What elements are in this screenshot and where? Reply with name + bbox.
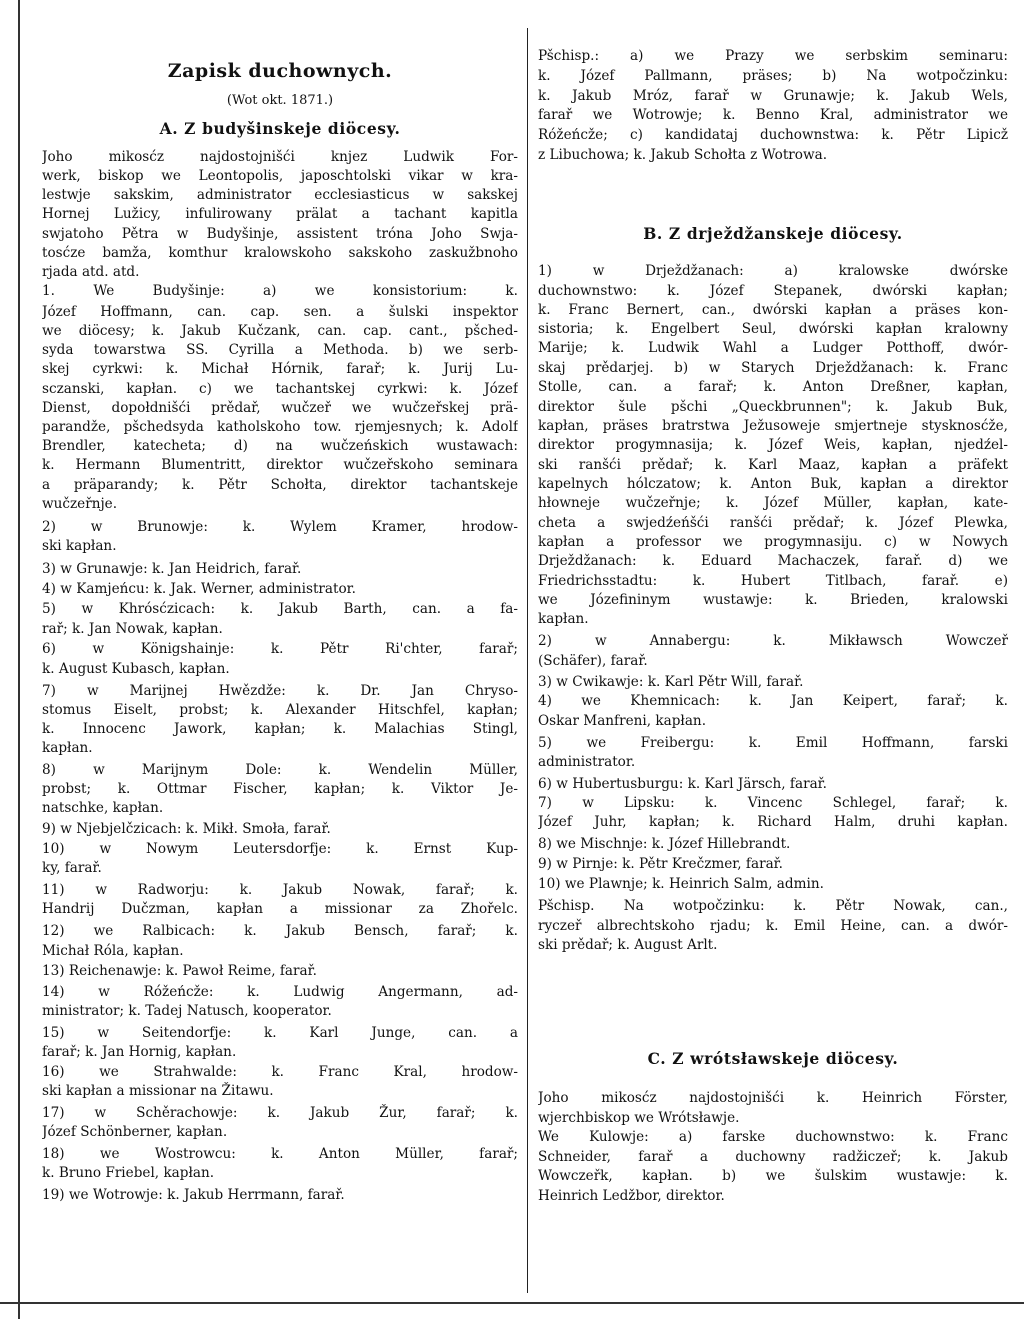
text-line: k. Hermann Blumentritt, direktor wučzeřskoho seminara [42, 457, 518, 473]
text-line: k. Jakub Mróz, farař w Grunawje; k. Jakub Wels, [538, 88, 1008, 104]
text-line: k. Józef Pallmann, präses; b) Na wotpočzinku: [538, 68, 1008, 84]
page-title: Zapisk duchownych. [167, 60, 393, 82]
text-line: ski ranšći prědař; k. Karl Maaz, kapłan a präfekt [538, 457, 1008, 473]
text-line: ski kapłan. [42, 538, 117, 554]
text-line: direktor progymnasija; k. Józef Weis, kapłan, njedźel- [538, 437, 1008, 453]
text-line: (Schäfer), farař. [538, 653, 648, 669]
text-line: Józef Juhr, kapłan; k. Richard Halm, druhi kapłan. [538, 814, 1008, 830]
text-line: ski kapłan a missionar na Žitawu. [42, 1083, 274, 1099]
text-line: ky, farař. [42, 860, 102, 876]
text-line: Michał Róla, kapłan. [42, 943, 184, 959]
text-line: wučzeřnje. [42, 496, 118, 512]
text-line: Dienst, dopołdnišći prědař, wučzeř we wučzeřskej prä- [42, 400, 518, 416]
text-line: Oskar Manfreni, kapłan. [538, 713, 707, 729]
text-line: 15) w Seitendorfje: k. Karl Junge, can. a [42, 1025, 518, 1041]
text-line: 8) we Mischnje: k. Józef Hillebrandt. [538, 836, 791, 852]
text-line: 6) w Hubertusburgu: k. Karl Järsch, farař. [538, 776, 827, 792]
text-line: parandže, pšchedsyda katholskoho tow. rjemjesnych; k. Adolf [42, 419, 518, 435]
text-line: syda towarstwa SS. Cyrilla a Methoda. b) we serb- [42, 342, 518, 358]
text-line: hłowneje wučzeřnje; k. Józef Müller, kapłan, kate- [538, 495, 1008, 511]
text-line: 11) w Radworju: k. Jakub Nowak, farař; k. [42, 882, 518, 898]
section-heading: A. Z budyšinskeje diöcesy. [159, 119, 401, 138]
text-line: Drježdžanach: k. Eduard Machaczek, farař. d) we [538, 553, 1008, 569]
text-line: 9) w Njebjelčzicach: k. Mikł. Smoła, farař. [42, 821, 331, 837]
page-subtitle: (Wot okt. 1871.) [226, 93, 334, 108]
text-line: 9) w Pirnje: k. Pětr Krečzmer, farař. [538, 856, 783, 872]
text-line: 5) we Freibergu: k. Emil Hoffmann, farski [538, 735, 1008, 751]
text-line: Brendler, katecheta; d) na wučzeńskich wustawach: [42, 438, 518, 454]
text-line: 7) w Marijnej Hwězdže: k. Dr. Jan Chryso- [42, 683, 518, 699]
text-line: 4) w Kamjeńcu: k. Jak. Werner, administrator. [42, 581, 356, 597]
text-line: kapelnych hólczatow; k. Anton Buk, kapłan a direktor [538, 476, 1008, 492]
text-line: Wowczeřk, kapłan. b) we šulskim wustawje: k. [538, 1168, 1008, 1184]
text-line: 8) w Marijnym Dole: k. Wendelin Müller, [42, 762, 518, 778]
text-line: We Kulowje: a) farske duchownstwo: k. Franc [538, 1129, 1008, 1145]
text-line: k. Bruno Friebel, kapłan. [42, 1165, 215, 1181]
text-line: 10) w Nowym Leutersdorfje: k. Ernst Kup- [42, 841, 518, 857]
text-line: Hornej Lužicy, infulirowany prälat a tachant kapitla [42, 206, 518, 222]
text-line: kapłan. [42, 740, 93, 756]
text-line: 1) w Drježdžanach: a) kralowske dwórske [538, 263, 1008, 279]
text-line: tosćze bamža, komthur kralowskoho sakskoho zaskužbnoho [42, 245, 518, 261]
scan-bottom-line [0, 1302, 1024, 1304]
text-line: a präparandy; k. Pětr Schołta, direktor tachantskeje [42, 477, 518, 493]
text-line: cheta a swjedźeńšći ranšći prědař; k. Józef Plewka, [538, 515, 1008, 531]
text-line: we Józefininym wustawje: k. Brieden, kralowski [538, 592, 1008, 608]
text-line: 18) we Wostrowcu: k. Anton Müller, farař; [42, 1146, 518, 1162]
text-line: swjatoho Pětra w Budyšinje, assistent tróna Joho Swja- [42, 226, 518, 242]
text-line: rjada atd. atd. [42, 264, 140, 280]
text-line: Marije; k. Ludwik Wahl a Ludger Potthoff, dwór- [538, 340, 1008, 356]
text-line: Joho mikosćz najdostojnišći knjez Ludwik For- [42, 149, 518, 165]
text-line: 2) w Annabergu: k. Mikławsch Wowczeř [538, 633, 1008, 649]
text-line: wjerchbiskop we Wrótsławje. [538, 1110, 740, 1126]
text-line: 6) w Königshainje: k. Pětr Ri'chter, farař; [42, 641, 518, 657]
scan-edge-line [18, 0, 20, 1319]
text-line: 4) we Khemnicach: k. Jan Keipert, farař; k. [538, 693, 1008, 709]
text-line: k. August Kubasch, kapłan. [42, 661, 230, 677]
text-line: 2) w Brunowje: k. Wylem Kramer, hrodow- [42, 519, 518, 535]
column-divider [527, 28, 528, 1293]
text-line: Friedrichsstadtu: k. Hubert Titlbach, farař. e) [538, 573, 1008, 589]
text-line: k. Innocenc Jawork, kapłan; k. Malachias Stingl, [42, 721, 518, 737]
text-line: ski prědař; k. August Arlt. [538, 937, 718, 953]
text-line: administrator. [538, 754, 636, 770]
text-line: probst; k. Ottmar Fischer, kapłan; k. Viktor Je- [42, 781, 518, 797]
text-line: Róžeńcže; c) kandidataj duchownstwa: k. Pětr Lipicž [538, 127, 1008, 143]
text-line: stomus Eiselt, probst; k. Alexander Hitschfel, kapłan; [42, 702, 518, 718]
text-line: direktor šule pšchi „Queckbrunnen"; k. Jakub Buk, [538, 399, 1008, 415]
text-line: sczanski, kapłan. c) we tachantskej cyrkwi: k. Józef [42, 381, 518, 397]
text-line: werk, biskop we Leontopolis, japoschtolski vikar w kra- [42, 168, 518, 184]
text-line: Pšchisp. Na wotpočzinku: k. Pětr Nowak, can., [538, 898, 1008, 914]
text-line: 16) we Strahwalde: k. Franc Kral, hrodow- [42, 1064, 518, 1080]
text-line: farař we Wotrowje; k. Benno Kral, administrator we [538, 107, 1008, 123]
section-heading: C. Z wrótsławskeje diöcesy. [647, 1049, 899, 1068]
text-line: ryczeř albrechtskoho rjadu; k. Emil Heine, can. a dwór- [538, 918, 1008, 934]
text-line: 17) w Schěrachowje: k. Jakub Žur, farař; k. [42, 1105, 518, 1121]
text-line: 1. We Budyšinje: a) we konsistorium: k. [42, 283, 518, 299]
text-line: farař; k. Jan Hornig, kapłan. [42, 1044, 237, 1060]
text-line: skej cyrkwi: k. Michał Hórnik, farař; k. Jurij Lu- [42, 361, 518, 377]
text-line: 13) Reichenawje: k. Pawoł Reime, farař. [42, 963, 317, 979]
text-line: kapłan a professor we progymnasiju. c) w Nowych [538, 534, 1008, 550]
text-line: natschke, kapłan. [42, 800, 164, 816]
text-line: Józef Hoffmann, can. cap. sen. a šulski inspektor [42, 304, 518, 320]
text-line: Stolle, can. a farař; k. Anton Dreßner, kapłan, [538, 379, 1008, 395]
text-line: k. Franc Bernert, can., dwórski kapłan a präses kon- [538, 302, 1008, 318]
section-heading: B. Z drježdžanskeje diöcesy. [643, 224, 903, 243]
text-line: 12) we Ralbicach: k. Jakub Bensch, farař; k. [42, 923, 518, 939]
text-line: ministrator; k. Tadej Natusch, kooperator. [42, 1003, 332, 1019]
text-line: 3) w Grunawje: k. Jan Heidrich, farař. [42, 561, 302, 577]
text-line: z Libuchowa; k. Jakub Schołta z Wotrowa. [538, 147, 828, 163]
text-line: kapłan, präses bratrstwa Ježusoweje smjertneje stysknosćže, [538, 418, 1008, 434]
text-line: Heinrich Ledžbor, direktor. [538, 1188, 725, 1204]
text-line: skaj prědarjej. b) w Starych Drježdžanach: k. Franc [538, 360, 1008, 376]
text-line: 14) w Róžeńcže: k. Ludwig Angermann, ad- [42, 984, 518, 1000]
text-line: 3) w Cwikawje: k. Karl Pětr Will, farař. [538, 674, 804, 690]
text-line: 5) w Khrósćzicach: k. Jakub Barth, can. a fa- [42, 601, 518, 617]
text-line: Joho mikosćz najdostojnišći k. Heinrich Förster, [538, 1090, 1008, 1106]
text-line: Józef Schönberner, kapłan. [42, 1124, 228, 1140]
text-line: kapłan. [538, 611, 589, 627]
text-line: Handrij Dučzman, kapłan a missionar za Zhořelc. [42, 901, 518, 917]
text-line: lestwje sakskim, administrator ecclesiasticus w sakskej [42, 187, 518, 203]
text-line: Schneider, farař a duchowny radžiczeř; k. Jakub [538, 1149, 1008, 1165]
text-line: 7) w Lipsku: k. Vincenc Schlegel, farař; k. [538, 795, 1008, 811]
text-line: we diöcesy; k. Jakub Kučzank, can. cap. cant., pšched- [42, 323, 518, 339]
text-line: rař; k. Jan Nowak, kapłan. [42, 621, 223, 637]
text-line: sistoria; k. Engelbert Seul, dwórski kapłan kralowny [538, 321, 1008, 337]
text-line: 19) we Wotrowje: k. Jakub Herrmann, farař. [42, 1187, 345, 1203]
text-line: duchownstwo: k. Józef Stepanek, dwórski kapłan; [538, 283, 1008, 299]
text-line: 10) we Plawnje; k. Heinrich Salm, admin. [538, 876, 824, 892]
text-line: Pšchisp.: a) we Prazy we serbskim seminaru: [538, 48, 1008, 64]
